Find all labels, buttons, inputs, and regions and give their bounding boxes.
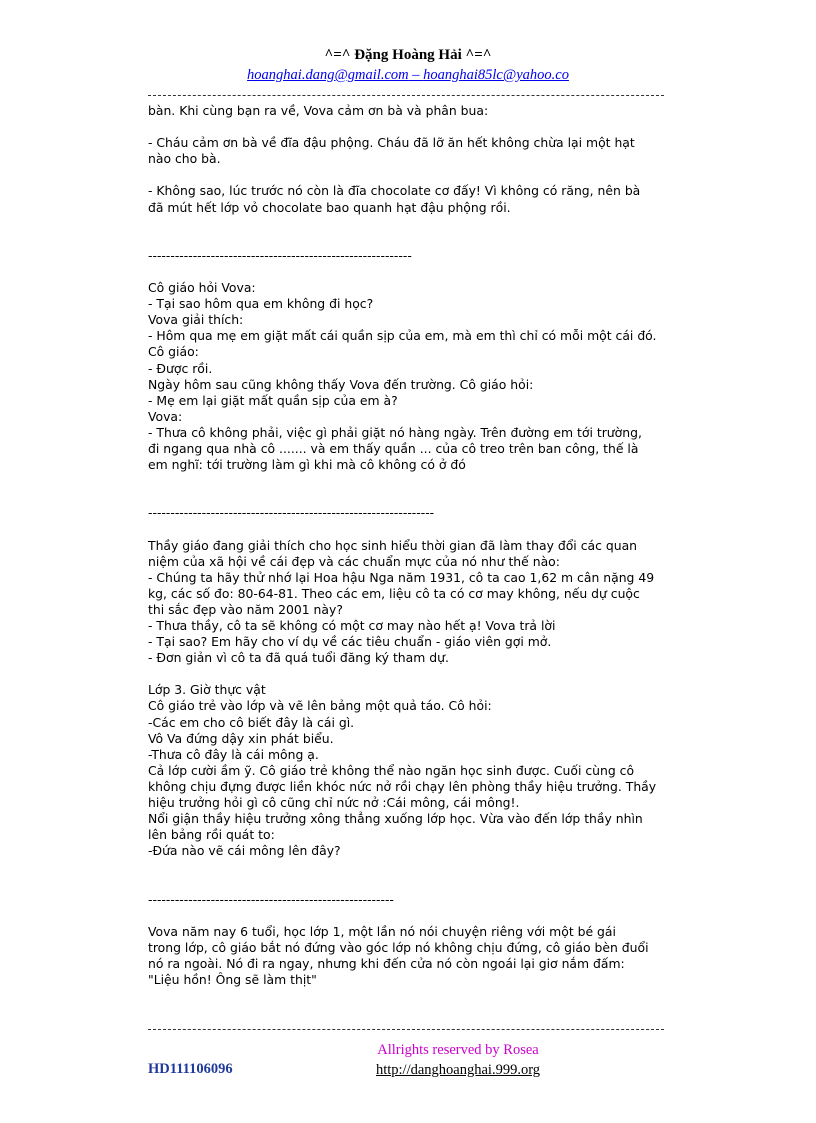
document-body xyxy=(148,103,668,988)
story-3: Thầy giáo đang giải thích cho học sinh hiểu thời gian đã làm thay đổi các quan niệm của xã hội về cái đẹp và các chuẩn mực của nó như thế nào: - Chúng ta hãy thử nhớ lại Hoa hậu Nga năm 1931, cô ta cao 1,62 m cân nặng 49 kg, các số đo: 80-64-81. Theo các em, liệu cô ta có cơ may không, nếu dự cuộc thi sắc đẹp vào năm 2001 này? - Thưa thầy, cô ta sẽ không có một cơ may nào hết ạ! Vova trả lời - Tại sao? Em hãy cho ví dụ về các tiêu chuẩn - giáo viên gợi mở. - Đơn giản vì cô ta đã quá tuổi đăng ký tham dự. xyxy=(148,537,655,666)
story-1-para-3: - Không sao, lúc trước nó còn là đĩa chocolate cơ đấy! Vì không có răng, nên bà đã mút hết lớp vỏ chocolate bao quanh hạt đậu phộng rồi. xyxy=(148,183,641,215)
section-separator-2: ---------------------------------------------------------------- xyxy=(148,505,435,521)
header-divider xyxy=(148,95,664,96)
story-1-line-1: bàn. Khi cùng bạn ra về, Vova cảm ơn bà và phân bua: xyxy=(148,103,489,118)
author-title: ^=^ Đặng Hoàng Hải ^=^ xyxy=(324,47,492,63)
story-4: Lớp 3. Giờ thực vật Cô giáo trẻ vào lớp và vẽ lên bảng một quả táo. Cô hỏi: -Các em cho cô biết đây là cái gì. Vô Va đứng dậy xin phát biểu. -Thưa cô đây là cái mông ạ. Cả lớp cười ầm ỹ. Cô giáo trẻ không thể nào ngăn học sinh được. Cuối cùng cô không chịu đựng được liền khóc nức nở rồi chạy lên phòng thầy hiệu trưởng. Thầy hiệu trưởng hỏi gì cô cũng chỉ nức nở :Cái mông, cái mông!. Nổi giận thầy hiệu trưởng xông thẳng xuống lớp học. Vừa vào đến lớp thầy nhìn lên bảng rồi quát to: -Đứa nào vẽ cái mông lên đây? xyxy=(148,682,657,859)
email-link-gmail[interactable]: hoanghai.dang@gmail.com xyxy=(247,67,409,83)
story-1-para-2: - Cháu cảm ơn bà về đĩa đậu phộng. Cháu đã lỡ ăn hết không chừa lại một hạt nào cho bà. xyxy=(148,135,635,167)
author-emails xyxy=(0,66,816,84)
page-header xyxy=(0,46,816,84)
email-yahoo-text: hoanghai85lc@yahoo.co xyxy=(423,67,569,83)
rights-text: Allrights reserved by Rosea xyxy=(377,1042,539,1058)
section-separator-3: ------------------------------------------------------- xyxy=(148,891,394,907)
section-separator-1: ----------------------------------------------------------- xyxy=(148,247,412,263)
email-link-yahoo[interactable] xyxy=(409,67,569,83)
footer-divider xyxy=(148,1029,664,1030)
website-link[interactable]: http://danghoanghai.999.org xyxy=(375,1062,541,1078)
email-separator: – xyxy=(408,67,424,83)
story-5: Vova năm nay 6 tuổi, học lớp 1, một lần nó nói chuyện riêng với một bé gái trong lớp, cô giáo bắt nó đứng vào góc lớp nó không chịu đứng, cô giáo bèn đuổi nó ra ngoài. Nó đi ra ngay, nhưng khi đến cửa nó còn ngoái lại giơ nắm đấm: "Liệu hồn! Ông sẽ làm thịt" xyxy=(148,923,649,988)
story-2: Cô giáo hỏi Vova: - Tại sao hôm qua em không đi học? Vova giải thích: - Hôm qua mẹ em giặt mất cái quần sịp của em, mà em thì chỉ có mỗi một cái đó. Cô giáo: - Được rồi. Ngày hôm sau cũng không thấy Vova đến trường. Cô giáo hỏi: - Mẹ em lại giặt mất quần sịp của em à? Vova: - Thưa cô không phải, việc gì phải giặt nó hàng ngày. Trên đường em tới trường, đi ngang qua nhà cô ....... và em thấy quần ... của cô treo trên ban công, thế là em nghĩ: tới trường làm gì khi mà cô không có ở đó xyxy=(148,280,657,473)
footer-center xyxy=(0,1041,816,1079)
document-id: HD111106096 xyxy=(148,1061,233,1077)
